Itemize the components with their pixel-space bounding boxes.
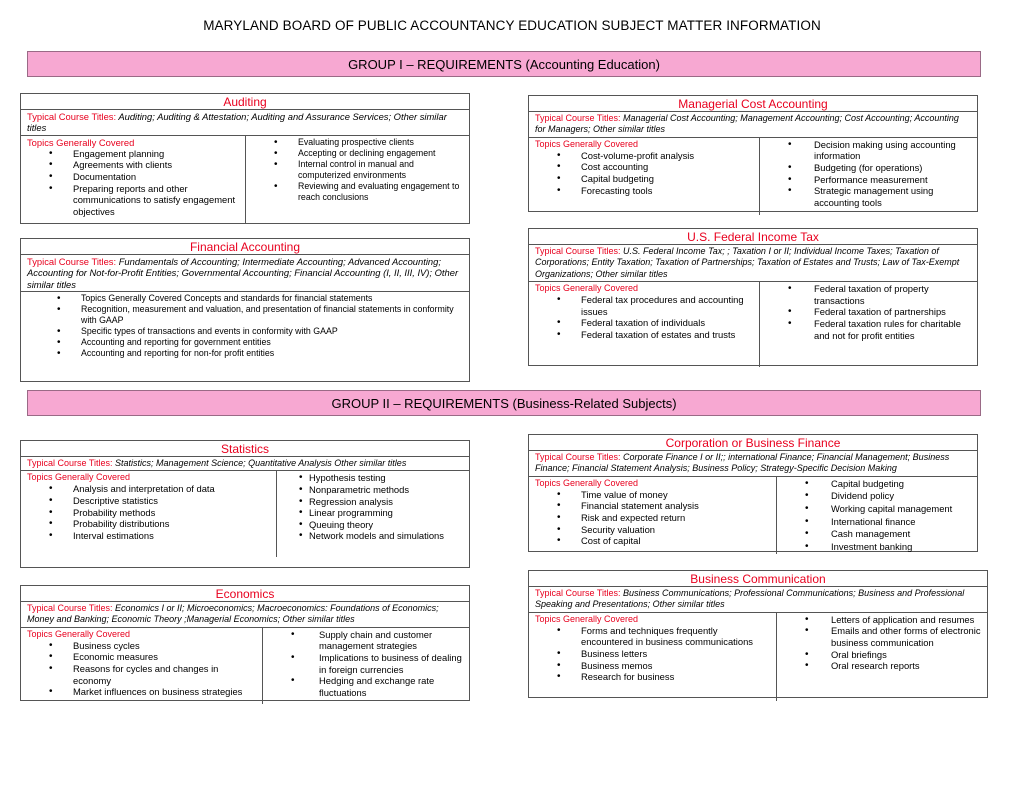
list-item: • Investment banking [783, 541, 973, 554]
corporate-finance-box [528, 434, 978, 552]
group-1-banner: GROUP I – REQUIREMENTS (Accounting Education) [27, 51, 981, 77]
economics-box [20, 585, 470, 701]
list-item: • Forms and techniques frequently encountered in business communications [535, 625, 772, 648]
auditing-topics-list-right [252, 137, 465, 203]
typical-course-titles-label: Typical Course Titles: [27, 458, 113, 468]
list-item: • Agreements with clients [27, 159, 241, 171]
list-item: • Regression analysis [277, 496, 465, 508]
corporate-finance-topics-left [529, 477, 777, 554]
list-item: • Federal taxation rules for charitable and not for profit entities [766, 318, 973, 341]
list-item: • Network models and simulations [277, 530, 465, 542]
auditing-course-titles-text: Auditing; Auditing & Attestation; Auditing and Assurance Services; Other similar titles [27, 111, 447, 134]
list-item: • Federal taxation of property transactions [766, 283, 973, 306]
corporate-finance-topics-list-left [535, 489, 772, 547]
managerial-cost-accounting-title: Managerial Cost Accounting [529, 96, 977, 112]
list-item: • Dividend policy [783, 490, 973, 503]
federal-tax-course-titles [529, 245, 977, 282]
financial-accounting-box [20, 238, 470, 382]
list-item: • Probability distributions [27, 518, 272, 530]
federal-tax-topics-list-left [535, 294, 755, 340]
list-item: • Accounting and reporting for non-for profit entities [27, 348, 463, 359]
list-item: • Accounting and reporting for government entities [27, 337, 463, 348]
list-item: • Hypothesis testing [277, 472, 465, 484]
list-item: • Emails and other forms of electronic business communication [783, 625, 983, 648]
list-item: • Forecasting tools [535, 185, 755, 197]
corporate-finance-course-titles-text: Corporate Finance I or II;; international Finance; Financial Management; Business Finance; Financial Statement Analysis; Business Policy; Strategy-Specific Decision Making [535, 452, 950, 474]
list-item: • Oral briefings [783, 649, 983, 661]
managerial-topics-list-right [766, 139, 973, 209]
list-item: • Federal taxation of estates and trusts [535, 329, 755, 341]
typical-course-titles-label: Typical Course Titles: [27, 603, 113, 613]
list-item: • Reviewing and evaluating engagement to reach conclusions [252, 181, 465, 203]
business-comm-topics-left [529, 613, 777, 701]
list-item: • Cost accounting [535, 161, 755, 173]
list-item: • Letters of application and resumes [783, 614, 983, 626]
list-item: • Decision making using accounting information [766, 139, 973, 162]
list-item: • Interval estimations [27, 530, 272, 542]
statistics-title: Statistics [21, 441, 469, 457]
list-item: • Financial statement analysis [535, 500, 772, 512]
federal-tax-topics-list-right [766, 283, 973, 341]
list-item: • Cash management [783, 528, 973, 541]
typical-course-titles-label: Typical Course Titles: [535, 246, 621, 256]
list-item: • International finance [783, 516, 973, 529]
managerial-topics-list-left [535, 150, 755, 196]
list-item: • Implications to business of dealing in foreign currencies [269, 652, 465, 675]
financial-accounting-course-titles [21, 255, 469, 292]
financial-accounting-title: Financial Accounting [21, 239, 469, 255]
financial-accounting-topics-list [21, 292, 469, 363]
business-comm-course-titles-text: Business Communications; Professional Communications; Business and Professional Speaking and Presentations; Other similar titles [535, 588, 965, 610]
list-item: • Federal taxation of individuals [535, 317, 755, 329]
list-item: • Federal tax procedures and accounting issues [535, 294, 755, 317]
topics-covered-label: Topics Generally Covered [535, 477, 639, 488]
list-item: • Federal taxation of partnerships [766, 306, 973, 318]
list-item: • Research for business [535, 671, 772, 683]
list-item: • Analysis and interpretation of data [27, 483, 272, 495]
economics-course-titles [21, 602, 469, 628]
list-item: • Oral research reports [783, 660, 983, 672]
topics-covered-label: Topics Generally Covered [27, 472, 131, 483]
list-item: • Performance measurement [766, 174, 973, 186]
list-item: • Descriptive statistics [27, 495, 272, 507]
list-item: • Internal control in manual and computerized environments [252, 159, 465, 181]
topics-covered-label: Topics Generally Covered [535, 283, 639, 294]
list-item: • Documentation [27, 171, 241, 183]
business-comm-topics-right [777, 613, 987, 701]
statistics-topics-list-left [27, 483, 272, 541]
list-item: • Market influences on business strategies [27, 686, 258, 698]
auditing-topics-left [21, 136, 246, 223]
list-item: • Queuing theory [277, 519, 465, 531]
managerial-course-titles [529, 112, 977, 138]
economics-topics-left [21, 628, 263, 704]
list-item: • Probability methods [27, 507, 272, 519]
list-item: • Economic measures [27, 651, 258, 663]
group-2-banner: GROUP II – REQUIREMENTS (Business-Related Subjects) [27, 390, 981, 416]
typical-course-titles-label: Typical Course Titles: [535, 113, 621, 123]
business-comm-topics-list-right [783, 614, 983, 672]
list-item: • Supply chain and customer management strategies [269, 629, 465, 652]
list-item: • Capital budgeting [535, 173, 755, 185]
auditing-topics-list-left [27, 148, 241, 218]
list-item: • Capital budgeting [783, 478, 973, 491]
typical-course-titles-label: Typical Course Titles: [535, 588, 621, 598]
list-item: • Strategic management using accounting tools [766, 185, 973, 208]
managerial-course-titles-text: Managerial Cost Accounting; Management Accounting; Cost Accounting; Accounting for Managers; Other similar titles [535, 113, 959, 135]
topics-covered-label: Topics Generally Covered [535, 613, 639, 624]
topics-covered-label: Topics Generally Covered [27, 136, 135, 148]
auditing-box [20, 93, 470, 224]
topics-covered-label: Topics Generally Covered [27, 628, 131, 639]
statistics-topics-list-right [277, 472, 465, 542]
list-item: • Preparing reports and other communications to satisfy engagement objectives [27, 183, 241, 218]
managerial-cost-accounting-box [528, 95, 978, 212]
list-item: • Business memos [535, 660, 772, 672]
auditing-course-titles [21, 110, 469, 136]
business-communication-box [528, 570, 988, 698]
list-item: • Reasons for cycles and changes in economy [27, 663, 258, 686]
federal-tax-topics-left [529, 282, 760, 367]
list-item: • Business letters [535, 648, 772, 660]
auditing-title: Auditing [21, 94, 469, 110]
list-item: • Risk and expected return [535, 512, 772, 524]
managerial-topics-right [760, 138, 977, 215]
list-item: • Cost-volume-profit analysis [535, 150, 755, 162]
list-item: • Evaluating prospective clients [252, 137, 465, 148]
economics-topics-list-right [269, 629, 465, 699]
statistics-course-titles-text: Statistics; Management Science; Quantitative Analysis Other similar titles [112, 458, 407, 468]
list-item: • Linear programming [277, 507, 465, 519]
federal-income-tax-box [528, 228, 978, 366]
economics-course-titles-text: Economics I or II; Microeconomics; Macroeconomics: Foundations of Economics; Money and Banking; Economic Theory ;Managerial Economics; Other similar titles [27, 603, 439, 625]
list-item: • Business cycles [27, 640, 258, 652]
list-item: • Topics Generally Covered Concepts and standards for financial statements [27, 293, 463, 304]
corporate-finance-title: Corporation or Business Finance [529, 435, 977, 451]
auditing-topics-right [246, 136, 469, 223]
business-communication-title: Business Communication [529, 571, 987, 587]
typical-course-titles-label: Typical Course Titles: [27, 256, 117, 267]
list-item: • Accepting or declining engagement [252, 148, 465, 159]
economics-topics-right [263, 628, 469, 704]
statistics-topics-left [21, 471, 277, 557]
typical-course-titles-label: Typical Course Titles: [27, 111, 117, 122]
list-item: • Working capital management [783, 503, 973, 516]
corporate-finance-topics-list-right [783, 478, 973, 554]
financial-accounting-course-titles-text: Fundamentals of Accounting; Intermediate Accounting; Advanced Accounting; Accounting for Not-for-Profit Entities; Governmental Accounting; Financial Accounting (I, II, III, IV); Other similar titles [27, 256, 459, 290]
list-item: • Recognition, measurement and valuation, and presentation of financial statements in conformity with GAAP [27, 304, 463, 326]
list-item: • Engagement planning [27, 148, 241, 160]
corporate-finance-topics-right [777, 477, 977, 556]
list-item: • Hedging and exchange rate fluctuations [269, 675, 465, 698]
list-item: • Cost of capital [535, 535, 772, 547]
corporate-finance-course-titles [529, 451, 977, 477]
economics-title: Economics [21, 586, 469, 602]
statistics-box [20, 440, 470, 568]
business-comm-course-titles [529, 587, 987, 613]
federal-tax-course-titles-text: U.S. Federal Income Tax; ; Taxation I or II; Individual Income Taxes; Taxation of Corporations; Entity Taxation; Taxation of Partnerships; Taxation of Estates and Trusts; Law of Tax-Exempt Organizations; Other similar titles [535, 246, 960, 279]
list-item: • Nonparametric methods [277, 484, 465, 496]
statistics-course-titles [21, 457, 469, 471]
list-item: • Budgeting (for operations) [766, 162, 973, 174]
list-item: • Specific types of transactions and events in conformity with GAAP [27, 326, 463, 337]
list-item: • Security valuation [535, 524, 772, 536]
federal-income-tax-title: U.S. Federal Income Tax [529, 229, 977, 245]
managerial-topics-left [529, 138, 760, 215]
topics-covered-label: Topics Generally Covered [535, 138, 639, 149]
typical-course-titles-label: Typical Course Titles: [535, 452, 621, 462]
statistics-topics-right [277, 471, 469, 557]
page-title: MARYLAND BOARD OF PUBLIC ACCOUNTANCY EDUCATION SUBJECT MATTER INFORMATION [203, 18, 821, 33]
federal-tax-topics-right [760, 282, 977, 367]
business-comm-topics-list-left [535, 625, 772, 683]
economics-topics-list-left [27, 640, 258, 698]
list-item: • Time value of money [535, 489, 772, 501]
